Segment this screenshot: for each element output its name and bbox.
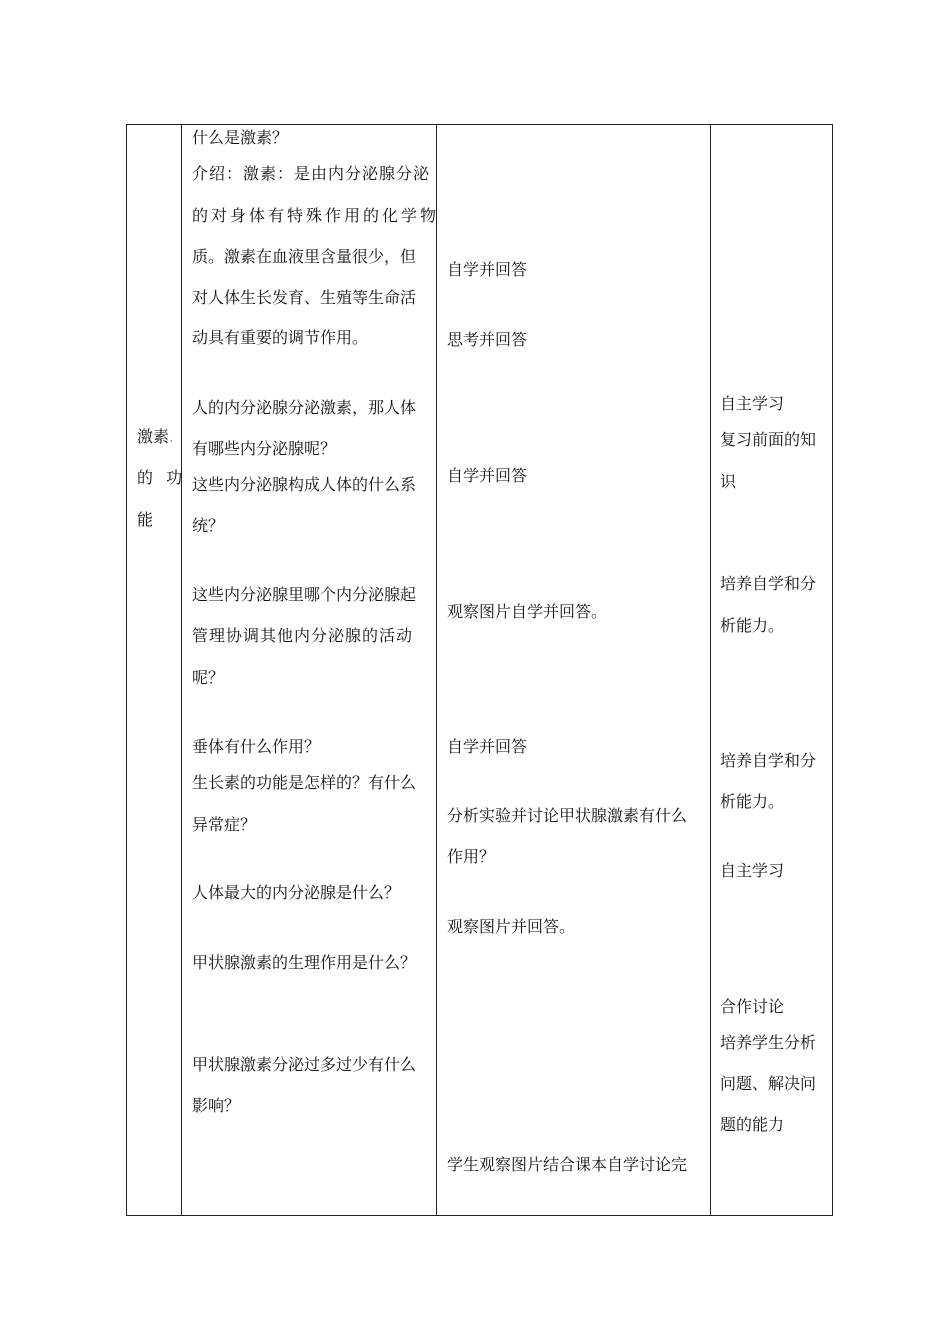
intro-line: 质。激素在血液里含量很少，但	[192, 247, 417, 266]
question-system: 这些内分泌腺构成人体的什么系	[192, 475, 417, 494]
intro-line: 对人体生长发育、生殖等生命活	[192, 288, 417, 307]
question-system: 统？	[192, 516, 225, 535]
question-largest-gland: 人体最大的内分泌腺是什么？	[192, 883, 401, 902]
question-glands: 有哪些内分泌腺呢？	[192, 439, 337, 458]
student-activity: 自学并回答	[447, 737, 528, 756]
question-master-gland: 呢？	[192, 668, 225, 687]
question-pituitary: 垂体有什么作用？	[192, 737, 321, 756]
question-what-is-hormone: 什么是激素？	[192, 128, 289, 147]
topic-label-line-2: 的 功	[137, 468, 187, 487]
question-master-gland: 管理协调其他内分泌腺的活动	[192, 626, 414, 645]
design-intent: 析能力。	[720, 792, 785, 811]
design-intent: 自主学习	[720, 861, 785, 880]
student-activity: 学生观察图片结合课本自学讨论完	[447, 1155, 688, 1174]
question-thyroid-imbalance: 甲状腺激素分泌过多过少有什么	[192, 1055, 417, 1074]
design-intent: 培养学生分析	[720, 1033, 817, 1052]
design-intent: 自主学习	[720, 394, 785, 413]
question-glands: 人的内分泌腺分泌激素，那人体	[192, 398, 417, 417]
intro-line: 动具有重要的调节作用。	[192, 328, 369, 347]
question-growth-hormone: 异常症？	[192, 815, 257, 834]
question-thyroid-imbalance: 影响？	[192, 1096, 241, 1115]
column-divider	[710, 124, 711, 1216]
student-activity: 自学并回答	[447, 466, 528, 485]
column-divider	[436, 124, 437, 1216]
design-intent: 合作讨论	[720, 997, 785, 1016]
topic-label-line-1: 激素.	[137, 427, 174, 446]
question-master-gland: 这些内分泌腺里哪个内分泌腺起	[192, 585, 417, 604]
column-divider	[181, 124, 182, 1216]
topic-label-line-3: 能	[137, 510, 154, 529]
design-intent: 析能力。	[720, 616, 785, 635]
student-activity: 观察图片自学并回答。	[447, 602, 608, 621]
design-intent: 识	[720, 472, 737, 491]
intro-line: 介绍：激素：是由内分泌腺分泌	[192, 164, 431, 183]
question-thyroid-function: 甲状腺激素的生理作用是什么？	[192, 953, 417, 972]
annotation-mark: .	[169, 430, 174, 446]
student-activity: 自学并回答	[447, 260, 528, 279]
design-intent: 培养自学和分	[720, 751, 817, 770]
intro-line: 的对身体有特殊作用的化学物	[192, 206, 440, 225]
student-activity: 观察图片并回答。	[447, 917, 576, 936]
student-activity: 分析实验并讨论甲状腺激素有什么	[447, 806, 688, 825]
student-activity: 思考并回答	[447, 330, 528, 349]
design-intent: 问题、解决问	[720, 1074, 817, 1093]
student-activity: 作用？	[447, 847, 496, 866]
design-intent: 复习前面的知	[720, 430, 817, 449]
design-intent: 题的能力	[720, 1115, 785, 1134]
question-growth-hormone: 生长素的功能是怎样的？有什么	[192, 773, 417, 792]
design-intent: 培养自学和分	[720, 574, 817, 593]
